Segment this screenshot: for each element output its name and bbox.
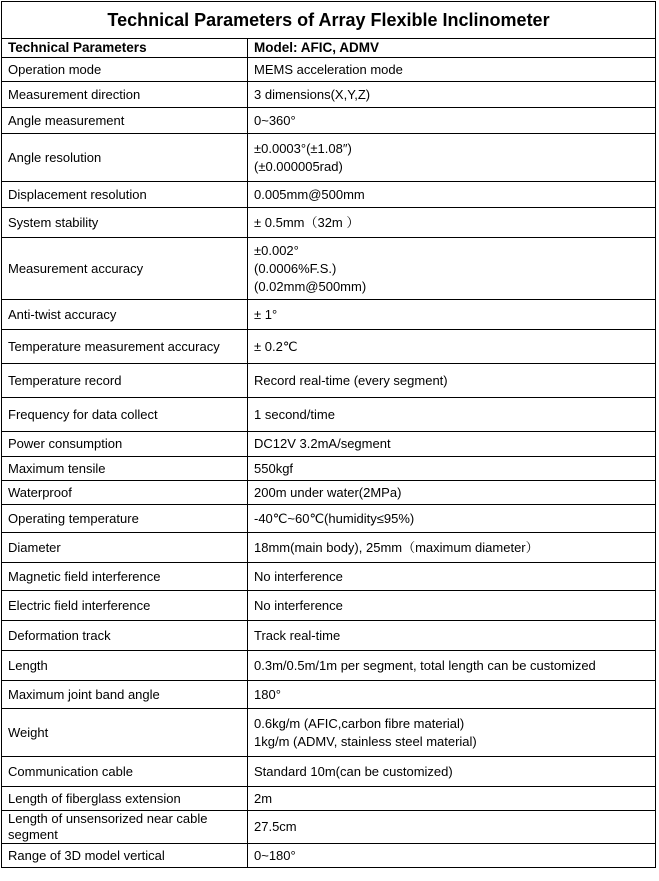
- table-row: [2, 432, 656, 457]
- table-row: [2, 457, 656, 481]
- parameter-cell: Temperature measurement accuracy: [2, 330, 248, 364]
- table-row: [2, 82, 656, 108]
- value-cell: [248, 709, 656, 757]
- value-line: 0.3m/0.5m/1m per segment, total length can be customized: [254, 657, 596, 673]
- value-line: 0.005mm@500mm: [254, 186, 365, 202]
- table-row: [2, 621, 656, 651]
- table-row: [2, 481, 656, 505]
- table-title-row: [2, 2, 656, 39]
- table-row: [2, 757, 656, 787]
- table-row: [2, 398, 656, 432]
- value-cell: [248, 364, 656, 398]
- table-title: Technical Parameters of Array Flexible Inclinometer: [2, 2, 656, 39]
- value-cell: [248, 481, 656, 505]
- value-cell: [248, 621, 656, 651]
- value-line: ±0.002°: [254, 242, 299, 258]
- table-row: [2, 709, 656, 757]
- value-line: 2m: [254, 790, 273, 806]
- table-row: [2, 364, 656, 398]
- header-model: Model: AFIC, ADMV: [248, 39, 656, 58]
- value-line: ± 0.5mm（32m ）: [254, 214, 360, 230]
- value-line: 1 second/time: [254, 406, 335, 422]
- value-cell: [248, 82, 656, 108]
- value-cell: [248, 182, 656, 208]
- value-line: ± 0.2℃: [254, 338, 298, 354]
- value-line: DC12V 3.2mA/segment: [254, 436, 391, 451]
- table-row: [2, 134, 656, 182]
- parameter-cell: Operating temperature: [2, 505, 248, 533]
- value-cell: [248, 811, 656, 844]
- value-line: 27.5cm: [254, 819, 297, 834]
- parameter-cell: Diameter: [2, 533, 248, 563]
- parameter-cell: Waterproof: [2, 481, 248, 505]
- parameter-cell: Magnetic field interference: [2, 563, 248, 591]
- value-cell: [248, 681, 656, 709]
- value-line: 0~360°: [254, 112, 296, 128]
- table-row: [2, 238, 656, 300]
- parameter-cell: Displacement resolution: [2, 182, 248, 208]
- value-cell: [248, 398, 656, 432]
- table-header-row: [2, 39, 656, 58]
- parameter-cell: Electric field interference: [2, 591, 248, 621]
- parameter-cell: Operation mode: [2, 58, 248, 82]
- value-cell: [248, 238, 656, 300]
- parameter-cell: Measurement direction: [2, 82, 248, 108]
- table-row: [2, 651, 656, 681]
- spec-table: [1, 1, 656, 868]
- table-row: [2, 300, 656, 330]
- value-line: 0~180°: [254, 847, 296, 863]
- value-line: 550kgf: [254, 460, 294, 476]
- parameter-cell: Angle resolution: [2, 134, 248, 182]
- value-cell: [248, 533, 656, 563]
- table-row: [2, 787, 656, 811]
- parameter-cell: System stability: [2, 208, 248, 238]
- value-line: Standard 10m(can be customized): [254, 763, 453, 779]
- value-cell: [248, 505, 656, 533]
- parameter-cell: Length of fiberglass extension: [2, 787, 248, 811]
- parameter-cell: Maximum joint band angle: [2, 681, 248, 709]
- table-row: [2, 108, 656, 134]
- table-row: [2, 811, 656, 844]
- value-cell: [248, 787, 656, 811]
- value-line: Track real-time: [254, 627, 341, 643]
- parameter-cell: Length: [2, 651, 248, 681]
- value-line: No interference: [254, 568, 343, 584]
- value-line: 3 dimensions(X,Y,Z): [254, 86, 371, 102]
- parameter-cell: Frequency for data collect: [2, 398, 248, 432]
- parameter-cell: Temperature record: [2, 364, 248, 398]
- value-cell: [248, 208, 656, 238]
- value-line: (0.0006%F.S.): [254, 260, 337, 276]
- parameter-cell: Angle measurement: [2, 108, 248, 134]
- value-line: -40℃~60℃(humidity≤95%): [254, 510, 415, 526]
- value-cell: [248, 651, 656, 681]
- value-cell: [248, 330, 656, 364]
- value-line: 1kg/m (ADMV, stainless steel material): [254, 733, 477, 749]
- value-line: ± 1°: [254, 306, 278, 322]
- table-row: [2, 505, 656, 533]
- parameter-cell: Power consumption: [2, 432, 248, 457]
- value-cell: [248, 757, 656, 787]
- value-cell: [248, 563, 656, 591]
- value-cell: [248, 134, 656, 182]
- table-row: [2, 182, 656, 208]
- parameter-cell: Weight: [2, 709, 248, 757]
- value-line: MEMS acceleration mode: [254, 61, 403, 77]
- table-row: [2, 563, 656, 591]
- table-row: [2, 58, 656, 82]
- value-line: ±0.0003°(±1.08″): [254, 140, 352, 156]
- header-parameters: Technical Parameters: [2, 39, 248, 58]
- value-cell: [248, 300, 656, 330]
- parameter-cell: Measurement accuracy: [2, 238, 248, 300]
- table-row: [2, 330, 656, 364]
- value-line: No interference: [254, 597, 343, 613]
- spec-sheet: [1, 1, 656, 868]
- value-cell: [248, 108, 656, 134]
- parameter-cell: Range of 3D model vertical: [2, 844, 248, 868]
- value-line: 200m under water(2MPa): [254, 484, 402, 500]
- table-row: [2, 681, 656, 709]
- parameter-cell: Deformation track: [2, 621, 248, 651]
- table-row: [2, 208, 656, 238]
- value-line: Record real-time (every segment): [254, 372, 448, 388]
- table-row: [2, 844, 656, 868]
- value-line: (±0.000005rad): [254, 158, 343, 174]
- value-line: (0.02mm@500mm): [254, 278, 367, 294]
- value-line: 18mm(main body), 25mm（maximum diameter）: [254, 539, 539, 555]
- parameter-cell: Maximum tensile: [2, 457, 248, 481]
- parameter-cell: Communication cable: [2, 757, 248, 787]
- value-line: 180°: [254, 686, 281, 702]
- value-line: 0.6kg/m (AFIC,carbon fibre material): [254, 715, 465, 731]
- value-cell: [248, 58, 656, 82]
- table-row: [2, 591, 656, 621]
- value-cell: [248, 591, 656, 621]
- value-cell: [248, 457, 656, 481]
- value-cell: [248, 432, 656, 457]
- table-row: [2, 533, 656, 563]
- parameter-cell: Anti-twist accuracy: [2, 300, 248, 330]
- value-cell: [248, 844, 656, 868]
- parameter-cell: Length of unsensorized near cable segment: [2, 811, 248, 844]
